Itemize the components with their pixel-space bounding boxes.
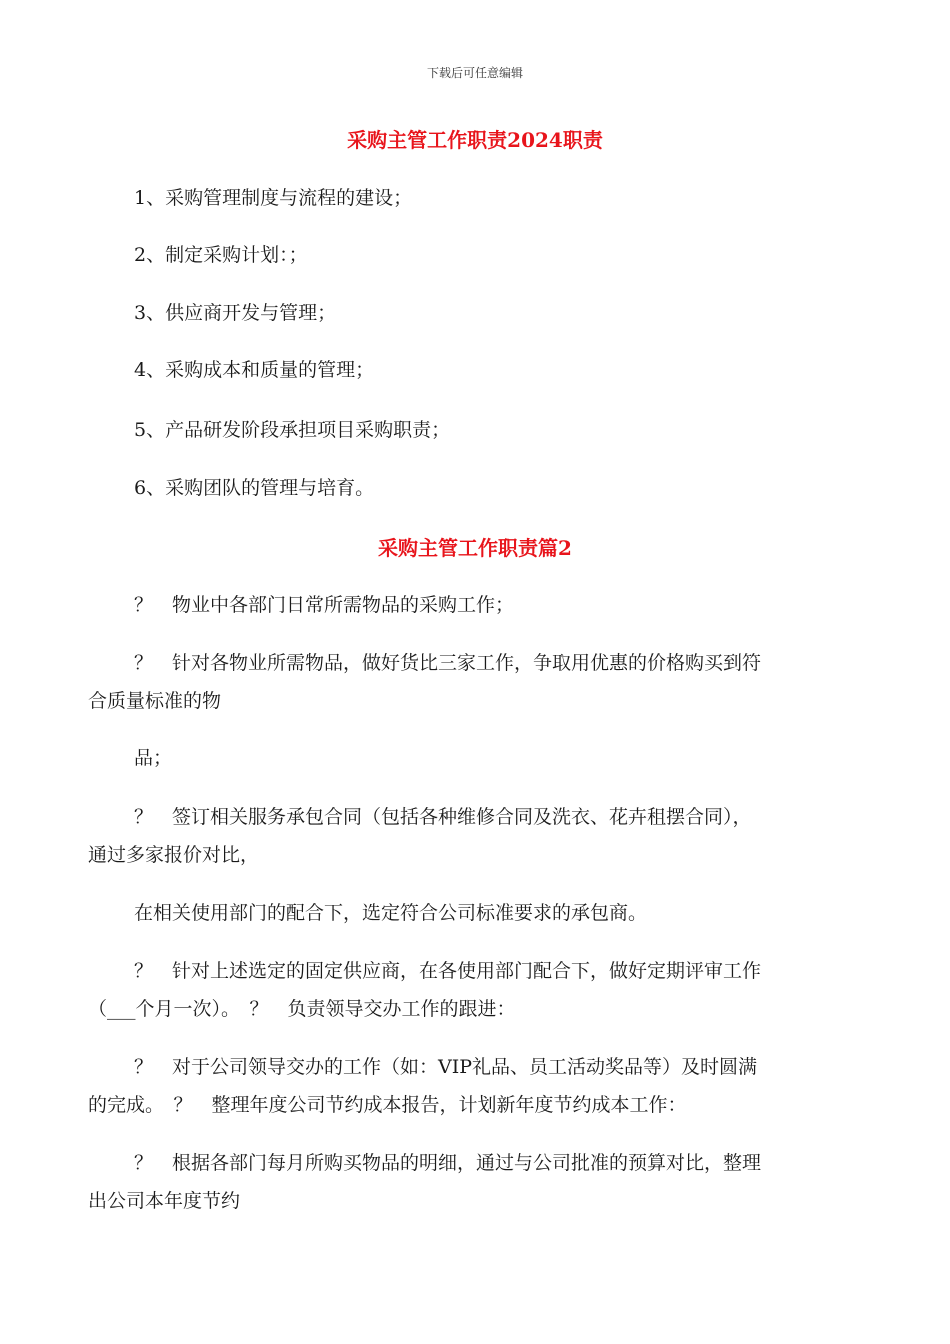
section1-title: 采购主管工作职责2024职责 xyxy=(347,128,603,152)
section2-title: 采购主管工作职责篇2 xyxy=(378,536,572,560)
paragraph-line: 通过多家报价对比， xyxy=(88,844,260,866)
paragraph-line: ？ 签订相关服务承包合同（包括各种维修合同及洗衣、花卉租摆合同）， xyxy=(134,806,752,828)
paragraph-line: 的完成。 ？ 整理年度公司节约成本报告，计划新年度节约成本工作： xyxy=(88,1094,687,1116)
paragraph-line: ？ 对于公司领导交办的工作（如：VIP礼品、员工活动奖品等）及时圆满 xyxy=(134,1056,758,1078)
paragraph-line: ？ 根据各部门每月所购买物品的明细，通过与公司批准的预算对比，整理 xyxy=(134,1152,762,1174)
paragraph-line: 出公司本年度节约 xyxy=(88,1190,241,1212)
list-item: 4、采购成本和质量的管理； xyxy=(134,359,375,381)
list-item: 3、供应商开发与管理； xyxy=(134,302,337,324)
list-item: 2、制定采购计划：； xyxy=(134,244,308,266)
paragraph-line: （___个月一次）。 ？ 负责领导交办工作的跟进： xyxy=(88,998,516,1020)
header-note: 下载后可任意编辑 xyxy=(426,66,523,80)
paragraph-line: 在相关使用部门的配合下，选定符合公司标准要求的承包商。 xyxy=(134,902,648,924)
paragraph-line: ？ 针对上述选定的固定供应商，在各使用部门配合下，做好定期评审工作 xyxy=(134,960,762,982)
list-item: 5、产品研发阶段承担项目采购职责； xyxy=(134,419,451,441)
paragraph-line: ？ 物业中各部门日常所需物品的采购工作； xyxy=(134,594,515,616)
paragraph-line: 品； xyxy=(134,747,173,769)
paragraph-line: ？ 针对各物业所需物品，做好货比三家工作，争取用优惠的价格购买到符 xyxy=(134,652,762,674)
paragraph-line: 合质量标准的物 xyxy=(88,690,222,712)
list-item: 6、采购团队的管理与培育。 xyxy=(134,477,375,499)
list-item: 1、采购管理制度与流程的建设； xyxy=(134,187,413,209)
